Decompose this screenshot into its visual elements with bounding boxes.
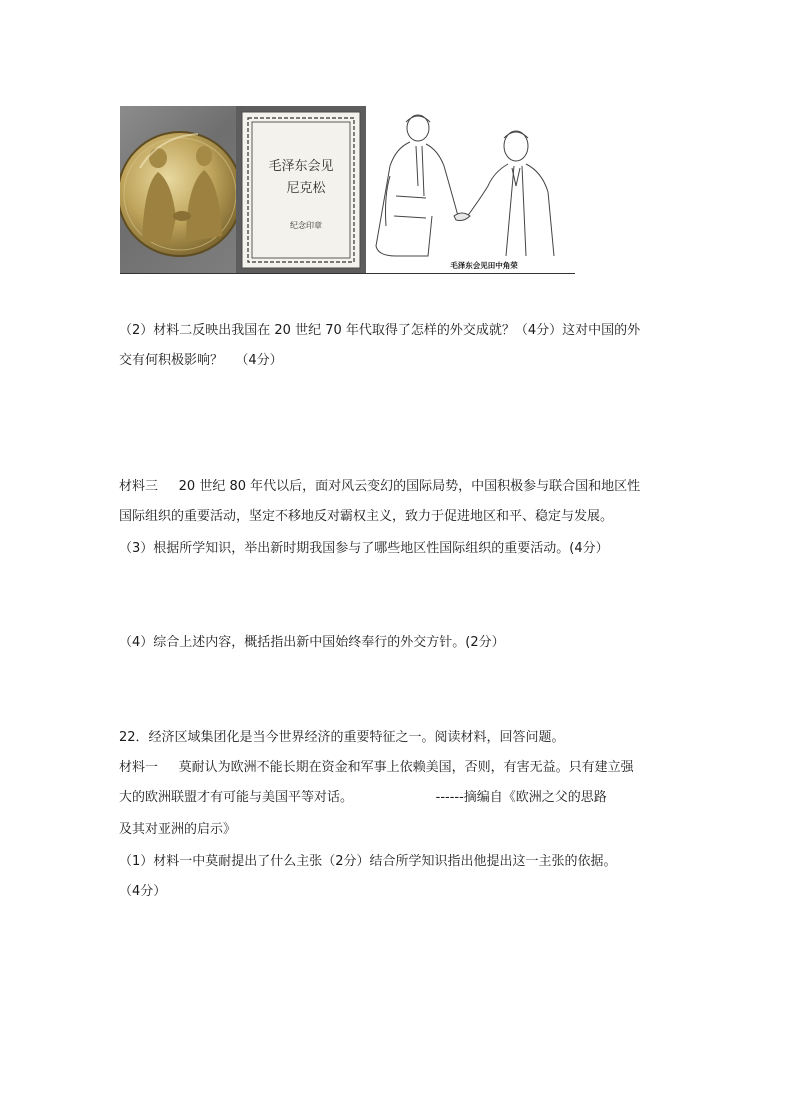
card-subtitle: 纪念印章 [290,221,322,230]
card-title-line2: 尼克松 [286,181,326,196]
figure-underline [120,273,575,274]
handshake-icon [454,213,470,221]
question2-line2: 交有何积极影响？ （4分） [119,353,283,368]
question4-text: （4）综合上述内容，概括指出新中国始终奉行的外交方针。(2分） [119,635,505,650]
material3-line2: 国际组织的重要活动，坚定不移地反对霸权主义，致力于促进地区和平、稳定与发展。 [119,509,614,524]
material1-line3: 及其对亚洲的启示》 [119,822,237,837]
handshake-sketch [366,106,575,274]
left-figure-icon [376,115,458,256]
right-figure-icon [466,131,554,256]
question2-line1: （2）材料二反映出我国在 20 世纪 70 年代取得了怎样的外交成就？（4分）这对中国的外 [119,323,641,338]
question22-intro: 22．经济区域集团化是当今世界经济的重要特征之一。阅读材料，回答问题。 [119,730,565,745]
material1-line1: 材料一 莫耐认为欧洲不能长期在资金和军事上依赖美国，否则，有害无益。只有建立强 [119,760,634,775]
commemorative-card [236,106,366,274]
question22-q1-line2: （4分） [119,884,167,899]
material3-line1: 材料三 20 世纪 80 年代以后，面对风云变幻的国际局势，中国积极参与联合国和地区性 [119,479,641,494]
medal-icon [120,106,236,274]
question3-text: （3）根据所学知识，举出新时期我国参与了哪些地区性国际组织的重要活动。(4分） [119,541,609,556]
card-title-line1: 毛泽东会见 [268,159,334,174]
material1-line2: 大的欧洲联盟才有可能与美国平等对话。 ------摘编自《欧洲之父的思路 [119,790,607,805]
sketch-caption: 毛泽东会见田中角荣 [450,261,518,270]
figure-strip [120,106,575,274]
question22-q1-line1: （1）材料一中莫耐提出了什么主张（2分）结合所学知识指出他提出这一主张的依据。 [119,854,617,869]
medal-photo [120,106,236,274]
